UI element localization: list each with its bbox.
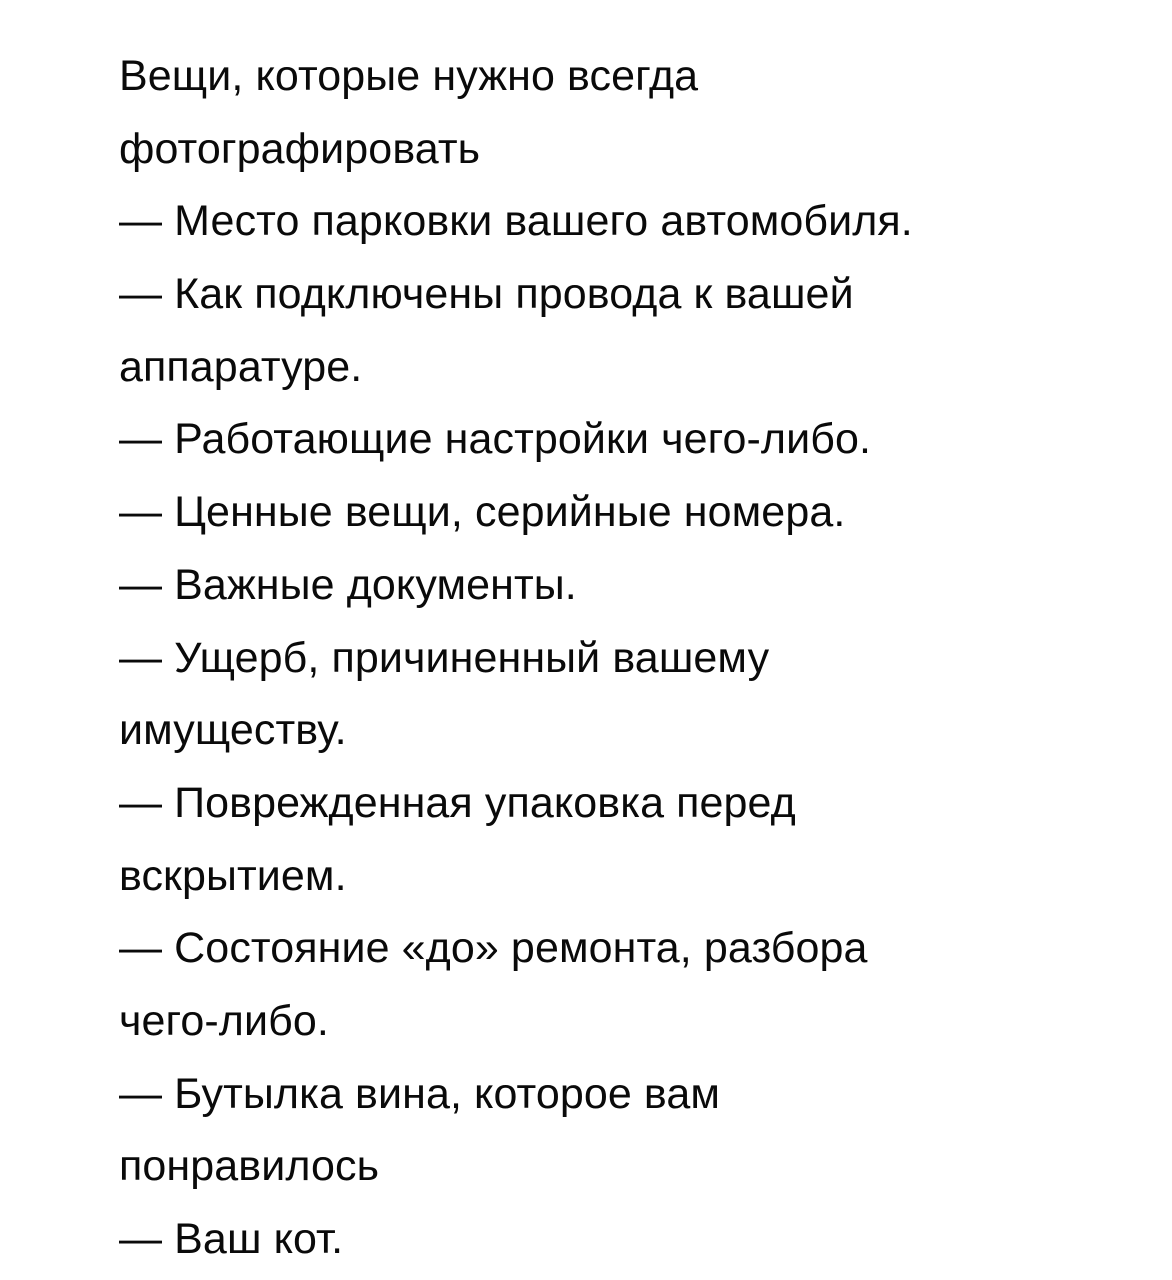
text-line: фотографировать [119,124,481,173]
text-line: — Ущерб, причиненный вашему [119,633,770,682]
post-text [119,40,1149,1276]
text-line: — Как подключены провода к вашей [119,270,854,319]
text-line: имуществу. [119,706,347,755]
text-line: понравилось [119,1142,380,1191]
text-line: — Ценные вещи, серийные номера. [119,488,846,537]
text-line: аппаратуре. [119,342,363,391]
text-line: вскрытием. [119,851,347,900]
text-line: Вещи, которые нужно всегда [119,52,699,100]
text-line: — Место парковки вашего автомобиля. [119,197,913,246]
text-line: — Состояние «до» ремонта, разбора [119,924,868,973]
text-line: — Ваш кот. [119,1215,344,1263]
text-line: — Работающие настройки чего-либо. [119,415,872,464]
text-line: — Важные документы. [119,560,577,609]
text-line: чего-либо. [119,996,329,1045]
text-line: — Бутылка вина, которое вам [119,1069,721,1118]
text-line: — Поврежденная упаковка перед [119,778,796,827]
